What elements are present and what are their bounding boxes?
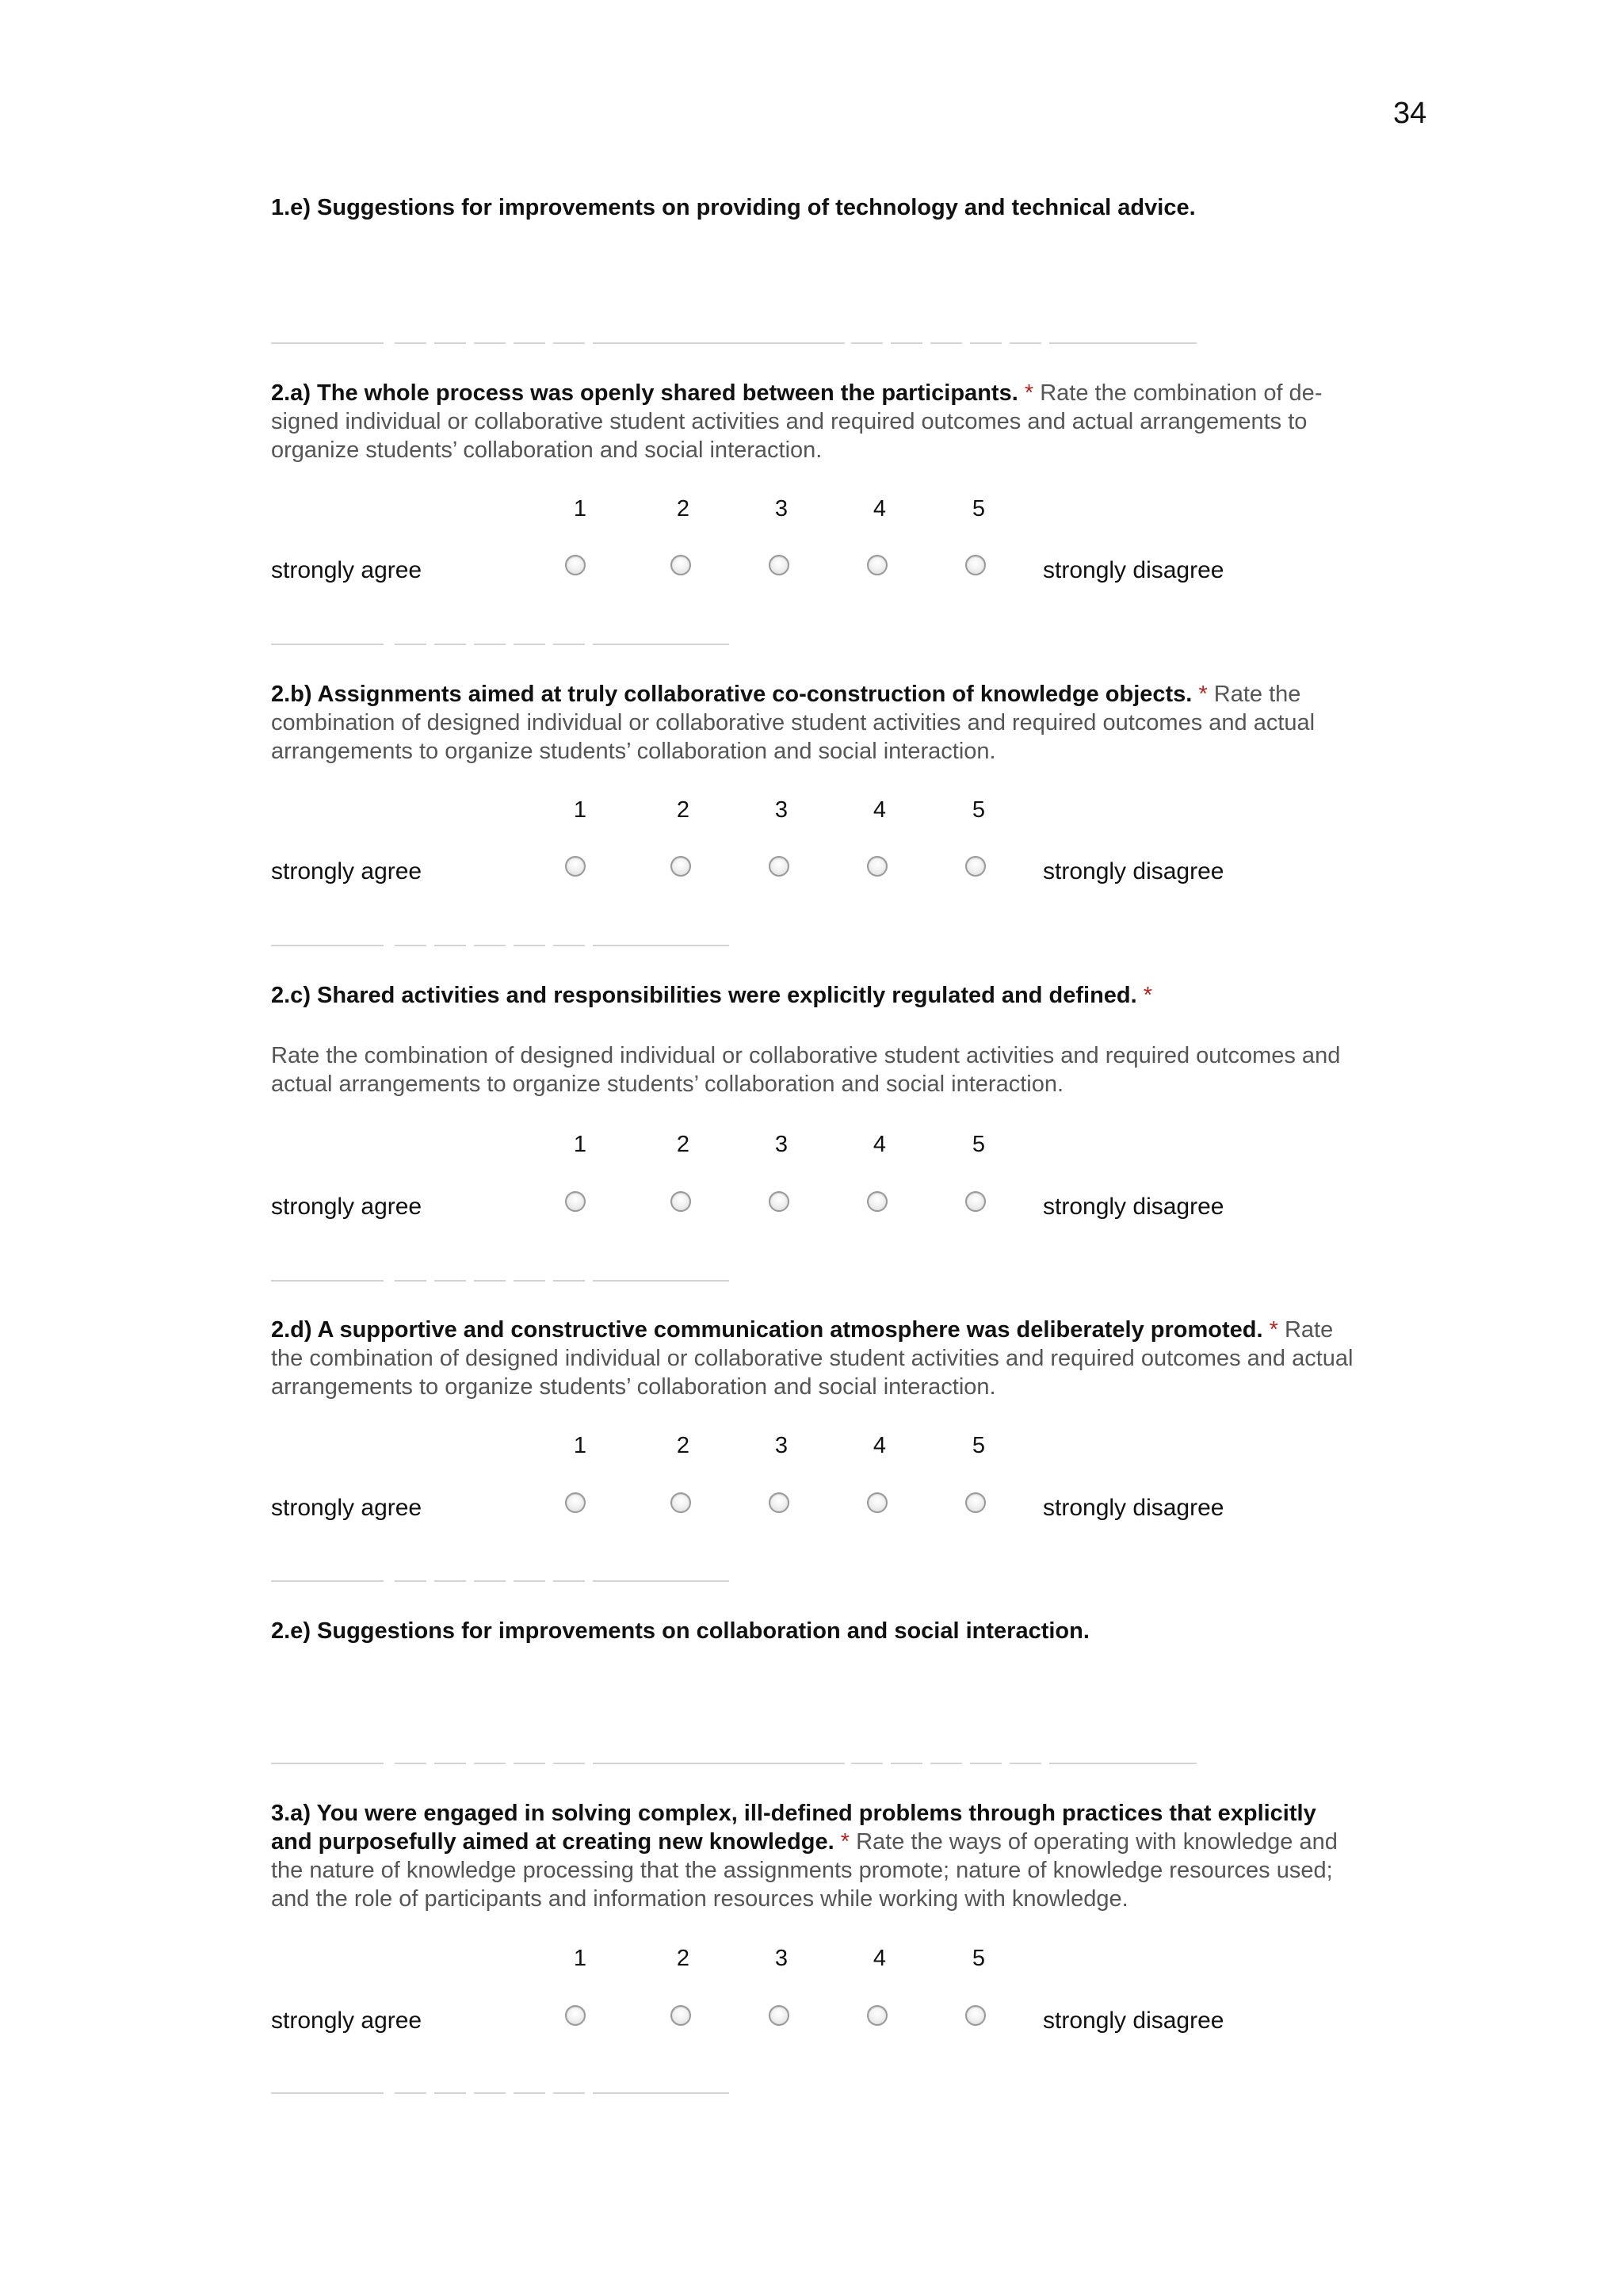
scale-number: 2 <box>676 1132 690 1157</box>
rating-radio-5[interactable] <box>965 856 986 877</box>
scale-left-label: strongly agree <box>271 2008 422 2034</box>
scale-right-label: strongly disagree <box>1043 557 1224 583</box>
rating-radio-4[interactable] <box>867 1492 888 1513</box>
scale-left-label: strongly agree <box>271 1194 422 1220</box>
scale-number: 1 <box>573 1132 587 1157</box>
scale-left-label: strongly agree <box>271 1495 422 1521</box>
scale-right-label: strongly disagree <box>1043 858 1224 884</box>
question-title: 2.c) Shared activities and responsibilities were explicitly regulated and defined. <box>271 983 1137 1008</box>
rating-radio-5[interactable] <box>965 2005 986 2026</box>
rating-radio-4[interactable] <box>867 2005 888 2026</box>
scale-number: 3 <box>774 1433 789 1458</box>
rating-radio-2[interactable] <box>670 1191 691 1212</box>
rating-radio-2[interactable] <box>670 555 691 575</box>
scale-right-label: strongly disagree <box>1043 1194 1224 1220</box>
rating-radio-2[interactable] <box>670 2005 691 2026</box>
scale-number: 2 <box>676 1946 690 1971</box>
required-star: * <box>1143 983 1153 1008</box>
required-star: * <box>1198 682 1208 707</box>
scale-number: 1 <box>573 797 587 823</box>
rating-radio-5[interactable] <box>965 1492 986 1513</box>
question-title: 3.a) You were engaged in solving complex, ill-defined problems through practices that explicitly <box>271 1801 1316 1826</box>
rating-radio-4[interactable] <box>867 555 888 575</box>
separator <box>271 342 1197 344</box>
question-2d: 2.d) A supportive and constructive communication atmosphere was deliberately promoted. * Rate the combination of designed individual or collaborative student activities and required outcomes and actual arrangements to organize students’ collaboration and social interaction. <box>271 1317 1354 1400</box>
scale-number: 5 <box>972 1946 986 1971</box>
rating-radio-5[interactable] <box>965 1191 986 1212</box>
required-star: * <box>840 1829 850 1855</box>
question-1e <box>271 193 1436 222</box>
question-2e <box>271 1617 1436 1645</box>
scale-number: 3 <box>774 797 789 823</box>
scale-number: 3 <box>774 1132 789 1157</box>
scale-number: 3 <box>774 1946 789 1971</box>
scale-number: 5 <box>972 1132 986 1157</box>
rating-radio-1[interactable] <box>565 1492 586 1513</box>
scale-number: 4 <box>873 1132 887 1157</box>
required-star: * <box>1269 1317 1278 1343</box>
rating-radio-2[interactable] <box>670 1492 691 1513</box>
separator <box>271 1580 729 1582</box>
scale-left-label: strongly agree <box>271 858 422 884</box>
separator <box>271 2092 729 2094</box>
rating-radio-5[interactable] <box>965 555 986 575</box>
question-description: Rate the combination of de- <box>1040 380 1323 406</box>
separator <box>271 644 729 645</box>
separator <box>271 1763 1197 1764</box>
question-description: Rate <box>1284 1317 1334 1343</box>
separator <box>271 1280 729 1282</box>
question-title: 2.d) A supportive and constructive communication atmosphere was deliberately promoted. <box>271 1317 1263 1343</box>
rating-radio-3[interactable] <box>769 856 789 877</box>
scale-number: 3 <box>774 496 789 521</box>
rating-radio-1[interactable] <box>565 555 586 575</box>
rating-radio-1[interactable] <box>565 2005 586 2026</box>
rating-radio-3[interactable] <box>769 2005 789 2026</box>
scale-number: 5 <box>972 1433 986 1458</box>
rating-radio-2[interactable] <box>670 856 691 877</box>
scale-number: 4 <box>873 1433 887 1458</box>
rating-radio-1[interactable] <box>565 856 586 877</box>
question-2b: 2.b) Assignments aimed at truly collaborative co-construction of knowledge objects. * Rate the combination of designed individual or collaborative student activities and required outcomes and actual arrangements to organize students’ collaboration and social interaction. <box>271 682 1316 764</box>
scale-number: 5 <box>972 496 986 521</box>
question-description: Rate the <box>1213 682 1301 707</box>
question-title: 2.e) Suggestions for improvements on collaboration and social interaction. <box>271 1618 1090 1644</box>
scale-number: 5 <box>972 797 986 823</box>
scale-left-label: strongly agree <box>271 557 422 583</box>
scale-number: 4 <box>873 496 887 521</box>
rating-radio-4[interactable] <box>867 1191 888 1212</box>
scale-number: 2 <box>676 797 690 823</box>
question-title: 2.b) Assignments aimed at truly collaborative co-construction of knowledge objects. <box>271 682 1193 707</box>
question-description: Rate the combination of designed individual or collaborative student activities and required outcomes and actual arrangements to organize students’ collaboration and social interaction. <box>271 1043 1341 1097</box>
scale-number: 1 <box>573 1433 587 1458</box>
scale-right-label: strongly disagree <box>1043 1495 1224 1521</box>
scale-number: 4 <box>873 797 887 823</box>
scale-number: 4 <box>873 1946 887 1971</box>
separator <box>271 945 729 946</box>
question-description: Rate the ways of operating with knowledge and <box>856 1829 1338 1855</box>
rating-radio-1[interactable] <box>565 1191 586 1212</box>
scale-number: 1 <box>573 1946 587 1971</box>
rating-radio-3[interactable] <box>769 555 789 575</box>
rating-radio-3[interactable] <box>769 1191 789 1212</box>
page-number: 34 <box>1393 97 1427 130</box>
rating-radio-4[interactable] <box>867 856 888 877</box>
scale-number: 2 <box>676 1433 690 1458</box>
question-2a: 2.a) The whole process was openly shared between the participants. * Rate the combination of de- signed individual or collaborative student activities and required outcomes and actual arrangements to organize students’ collaboration and social interaction. <box>271 380 1323 463</box>
scale-number: 2 <box>676 496 690 521</box>
question-3a: 3.a) You were engaged in solving complex, ill-defined problems through practices that explicitly and purposefully aimed at creating new knowledge. * Rate the ways of operating with knowledge and the nature of knowledge processing that the assignments promote; nature of knowledge resources used; and the role of participants and information resources while working with knowledge. <box>271 1801 1338 1912</box>
required-star: * <box>1024 380 1034 406</box>
rating-radio-3[interactable] <box>769 1492 789 1513</box>
scale-right-label: strongly disagree <box>1043 2008 1224 2034</box>
question-title: 2.a) The whole process was openly shared between the participants. <box>271 380 1018 406</box>
scale-number: 1 <box>573 496 587 521</box>
question-title: 1.e) Suggestions for improvements on providing of technology and technical advice. <box>271 195 1196 220</box>
question-2c <box>271 981 1436 1010</box>
